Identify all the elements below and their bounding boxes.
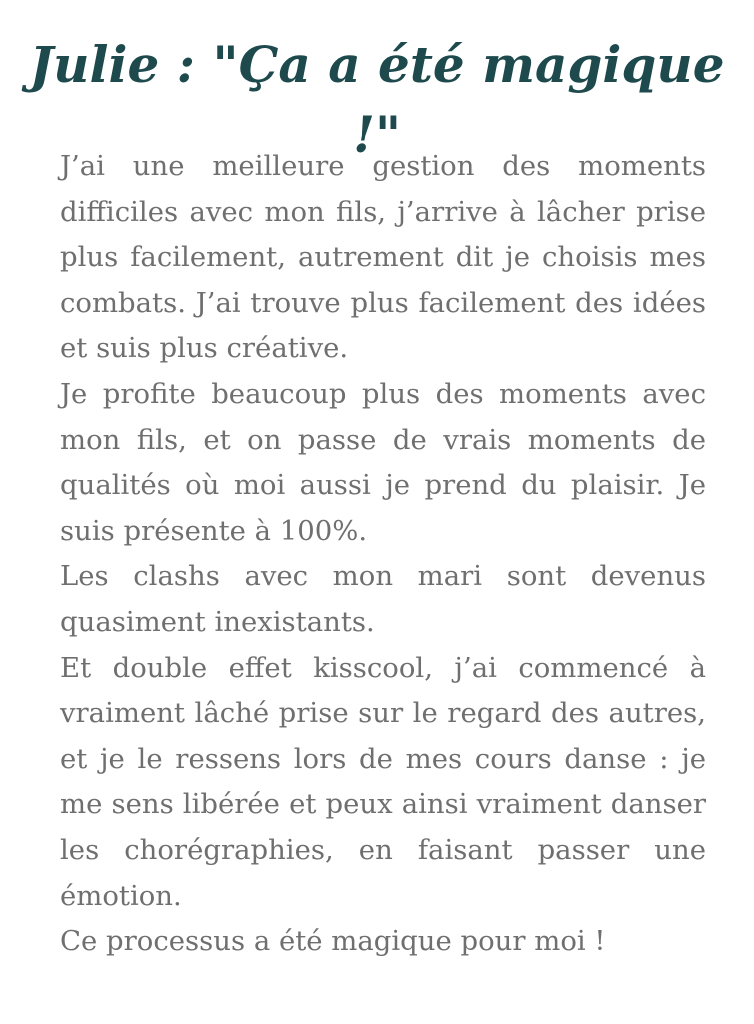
testimonial-paragraph: Ce processus a été magique pour moi ! [60,925,606,958]
testimonial-body [60,144,706,965]
testimonial-paragraph: Je profite beaucoup plus des moments avec mon fils, et on passe de vrais moments de qualités où moi aussi je prend du plaisir. Je suis présente à 100%. [60,377,706,547]
testimonial-paragraph: Et double effet kisscool, j’ai commencé à vraiment lâché prise sur le regard des autres, et je le ressens lors de mes cours danse : je me sens libérée et peux ainsi vraiment danser les chorégraphies, en faisant passer une émotion. [60,651,706,912]
testimonial-paragraph: Les clashs avec mon mari sont devenus quasiment inexistants. [60,560,706,638]
testimonial-title: Julie : "Ça a été magique !" [29,35,725,164]
testimonial-paragraph: J’ai une meilleure gestion des moments difficiles avec mon fils, j’arrive à lâcher prise plus facilement, autrement dit je choisis mes combats. J’ai trouve plus facilement des idées et suis plus créative. [60,150,706,365]
